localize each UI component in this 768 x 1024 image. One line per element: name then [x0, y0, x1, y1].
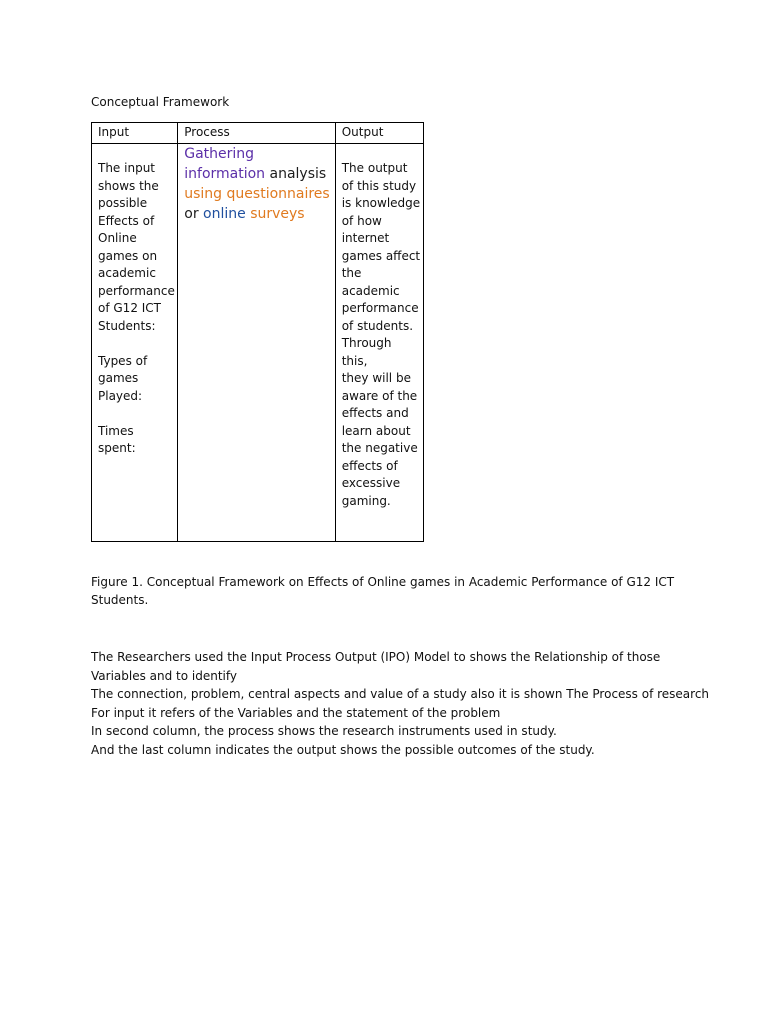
- header-output: Output: [335, 123, 423, 144]
- process-text: [178, 144, 334, 224]
- process-word: Gathering information: [184, 146, 266, 182]
- paragraph-line: The connection, problem, central aspects and value of a study also it is shown The Process of research: [91, 687, 710, 701]
- process-word: analysis: [269, 166, 327, 182]
- document-heading: Conceptual Framework: [91, 95, 230, 109]
- paragraph-line: In second column, the process shows the research instruments used in study.: [91, 724, 557, 738]
- output-cell: [335, 144, 423, 542]
- table-header-row: [92, 123, 424, 144]
- paragraph-line: And the last column indicates the output shows the possible outcomes of the study.: [91, 742, 595, 757]
- ipo-table: [91, 122, 424, 542]
- header-input: Input: [92, 123, 178, 144]
- input-cell: [92, 144, 178, 542]
- paragraph-line: For input it refers of the Variables and the statement of the problem: [91, 705, 501, 720]
- process-word: online: [203, 206, 246, 222]
- description-paragraph: [91, 648, 711, 759]
- process-cell: [178, 144, 335, 542]
- process-word: or: [184, 206, 199, 222]
- process-word: using: [184, 186, 223, 202]
- input-text: The input shows the possible Effects of Online games on academic performance of G12 ICT Students: Types of games Played: Times spent:: [98, 161, 175, 455]
- figure-caption: Figure 1. Conceptual Framework on Effects of Online games in Academic Performance of G12 ICT Students.: [91, 575, 675, 607]
- process-word: questionnaires: [226, 186, 330, 202]
- table-body-row: [92, 144, 424, 542]
- output-text: The output of this study is knowledge of how internet games affect the academic performance of students. Through this, they will be aware of the effects and learn about the negative effects of excessive gaming.: [341, 161, 421, 508]
- process-word: surveys: [250, 206, 305, 222]
- paragraph-line: The Researchers used the Input Process Output (IPO) Model to shows the Relationship of those Variables and to identify: [91, 650, 661, 683]
- header-process: Process: [178, 123, 335, 144]
